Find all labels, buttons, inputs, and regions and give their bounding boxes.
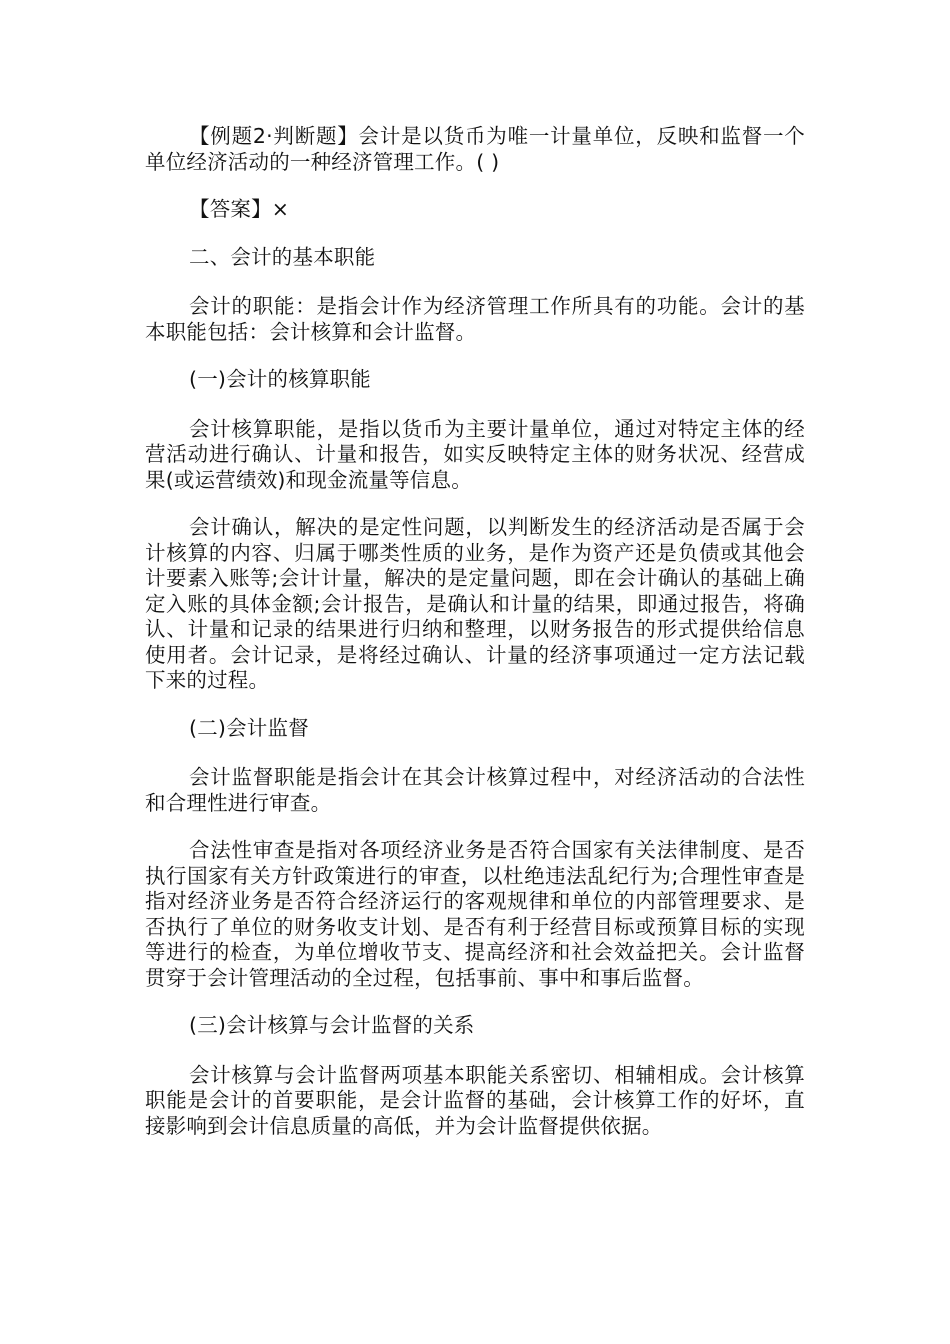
relationship-paragraph: 会计核算与会计监督两项基本职能关系密切、相辅相成。会计核算职能是会计的首要职能，是会计监督的基础，会计核算工作的好坏，直接影响到会计信息质量的高低，并为会计监督提供依据。 <box>145 1062 805 1138</box>
subheading-accounting-function: (一)会计的核算职能 <box>189 367 371 391</box>
section-heading-basic-functions: 二、会计的基本职能 <box>189 244 376 269</box>
accounting-function-paragraph: 会计核算职能，是指以货币为主要计量单位，通过对特定主体的经营活动进行确认、计量和报告，如实反映特定主体的财务状况、经营成果(或运营绩效)和现金流量等信息。 <box>145 416 805 492</box>
supervision-definition-paragraph: 会计监督职能是指会计在其会计核算过程中，对经济活动的合法性和合理性进行审查。 <box>145 765 805 815</box>
functions-definition-paragraph: 会计的职能：是指会计作为经济管理工作所具有的功能。会计的基本职能包括：会计核算和会计监督。 <box>145 294 805 344</box>
subheading-relationship: (三)会计核算与会计监督的关系 <box>189 1013 475 1037</box>
recognition-measurement-paragraph: 会计确认，解决的是定性问题，以判断发生的经济活动是否属于会计核算的内容、归属于哪类性质的业务，是作为资产还是负债或其他会计要素入账等;会计计量，解决的是定量问题，即在会计确认的基础上确定入账的具体金额;会计报告，是确认和计量的结果，即通过报告，将确认、计量和记录的结果进行归纳和整理，以财务报告的形式提供给信息使用者。会计记录，是将经过确认、计量的经济事项通过一定方法记载下来的过程。 <box>145 515 805 692</box>
subheading-supervision: (二)会计监督 <box>189 715 309 740</box>
legality-review-paragraph: 合法性审查是指对各项经济业务是否符合国家有关法律制度、是否执行国家有关方针政策进行的审查，以杜绝违法乱纪行为;合理性审查是指对经济业务是否符合经济运行的客观规律和单位的内部管理要求、是否执行了单位的财务收支计划、是否有利于经营目标或预算目标的实现等进行的检查，为单位增收节支、提高经济和社会效益把关。会计监督贯穿于会计管理活动的全过程，包括事前、事中和事后监督。 <box>145 838 805 990</box>
answer-paragraph: 【答案】× <box>189 197 290 221</box>
example-question-paragraph: 【例题2·判断题】会计是以货币为唯一计量单位，反映和监督一个单位经济活动的一种经济管理工作。( ) <box>145 124 805 174</box>
document-page <box>145 124 805 1161</box>
